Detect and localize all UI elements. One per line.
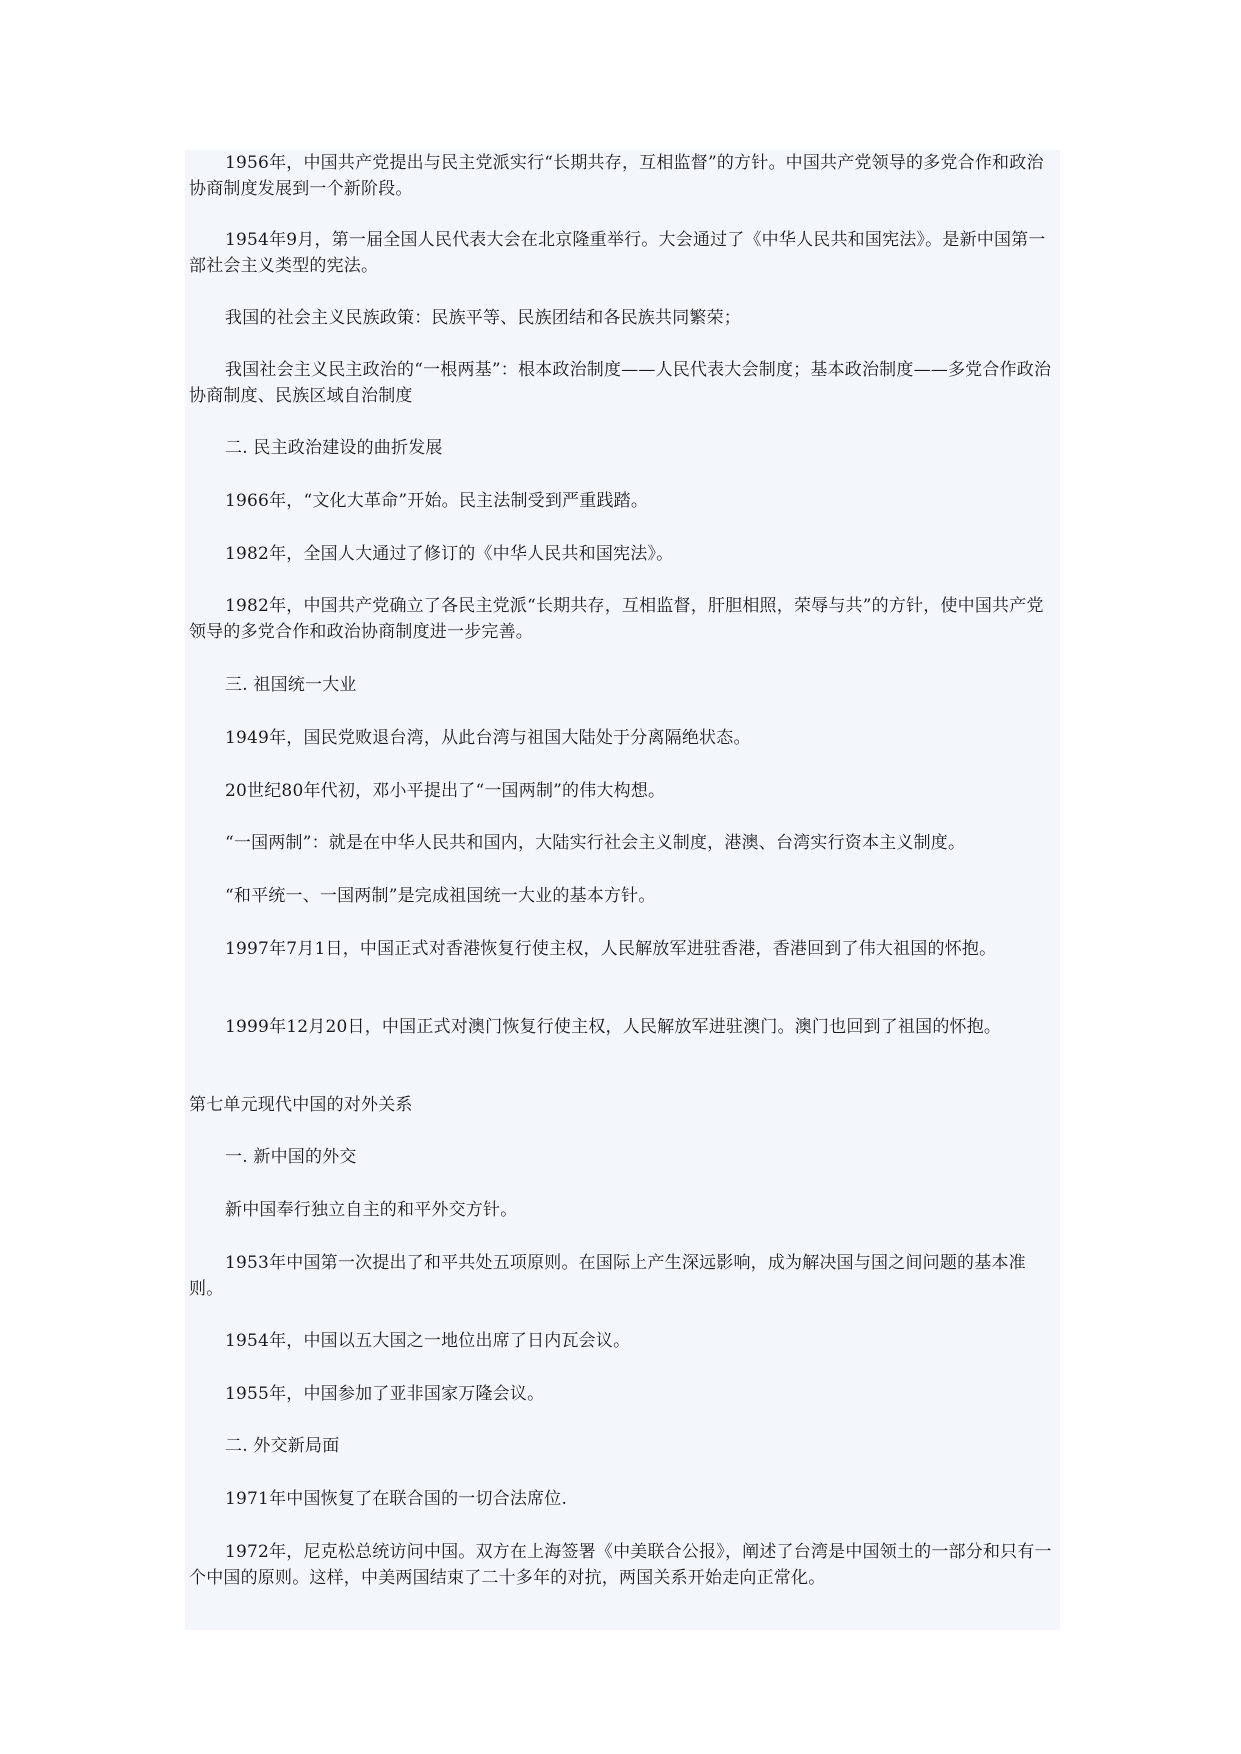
paragraph-one-country-two-systems-origin: 20世纪80年代初，邓小平提出了“一国两制”的伟大构想。 — [225, 781, 666, 801]
paragraph-basic-policy: “和平统一、一国两制”是完成祖国统一大业的基本方针。 — [225, 886, 656, 906]
paragraph-1972-nixon-visit: 1972年，尼克松总统访问中国。双方在上海签署《中美联合公报》，阐述了台湾是中国领土的一部分和只有一个中国的原则。这样，中美两国结束了二十多年的对抗，两国关系开始走向正常化。 — [189, 1542, 1052, 1588]
section-heading-democracy: 二. 民主政治建设的曲折发展 — [225, 438, 443, 458]
paragraph-peaceful-foreign-policy: 新中国奉行独立自主的和平外交方针。 — [225, 1200, 518, 1220]
unit-heading-foreign-relations: 第七单元现代中国的对外关系 — [189, 1095, 413, 1115]
paragraph-1971-un-seat: 1971年中国恢复了在联合国的一切合法席位. — [225, 1489, 568, 1509]
paragraph-1953-five-principles: 1953年中国第一次提出了和平共处五项原则。在国际上产生深远影响，成为解决国与国之间问题的基本准则。 — [189, 1253, 1026, 1299]
paragraph-1954-constitution: 1954年9月，第一届全国人民代表大会在北京隆重举行。大会通过了《中华人民共和国宪法》。是新中国第一部社会主义类型的宪法。 — [189, 230, 1046, 276]
paragraph-1949-taiwan: 1949年，国民党败退台湾，从此台湾与祖国大陆处于分离隔绝状态。 — [225, 728, 751, 748]
paragraph-1982-party-policy: 1982年，中国共产党确立了各民主党派“长期共存，互相监督，肝胆相照，荣辱与共”的方针，使中国共产党领导的多党合作和政治协商制度进一步完善。 — [189, 596, 1044, 642]
paragraph-1955-bandung: 1955年，中国参加了亚非国家万隆会议。 — [225, 1384, 545, 1404]
paragraph-1956-policy: 1956年，中国共产党提出与民主党派实行“长期共存，互相监督”的方针。中国共产党领导的多党合作和政治协商制度发展到一个新阶段。 — [189, 153, 1044, 199]
paragraph-1966-cultural-revolution: 1966年，“文化大革命”开始。民主法制受到严重践踏。 — [225, 491, 649, 511]
section-heading-new-diplomacy: 二. 外交新局面 — [225, 1436, 340, 1456]
paragraph-1999-macau: 1999年12月20日，中国正式对澳门恢复行使主权，人民解放军进驻澳门。澳门也回到了祖国的怀抱。 — [225, 1017, 1002, 1037]
paragraph-1997-hongkong: 1997年7月1日，中国正式对香港恢复行使主权，人民解放军进驻香港，香港回到了伟大祖国的怀抱。 — [225, 939, 997, 959]
paragraph-1954-geneva: 1954年，中国以五大国之一地位出席了日内瓦会议。 — [225, 1331, 631, 1351]
document-content-panel — [185, 150, 1060, 1630]
paragraph-1982-constitution: 1982年，全国人大通过了修订的《中华人民共和国宪法》。 — [225, 544, 674, 564]
section-heading-new-china-diplomacy: 一. 新中国的外交 — [225, 1147, 357, 1167]
paragraph-one-root-two-bases: 我国社会主义民主政治的“一根两基”：根本政治制度——人民代表大会制度；基本政治制度——多党合作政治协商制度、民族区域自治制度 — [189, 360, 1052, 406]
section-heading-reunification: 三. 祖国统一大业 — [225, 675, 357, 695]
paragraph-one-country-two-systems-definition: “一国两制”：就是在中华人民共和国内，大陆实行社会主义制度，港澳、台湾实行资本主义制度。 — [225, 833, 966, 853]
paragraph-ethnic-policy: 我国的社会主义民族政策：民族平等、民族团结和各民族共同繁荣； — [225, 308, 741, 328]
